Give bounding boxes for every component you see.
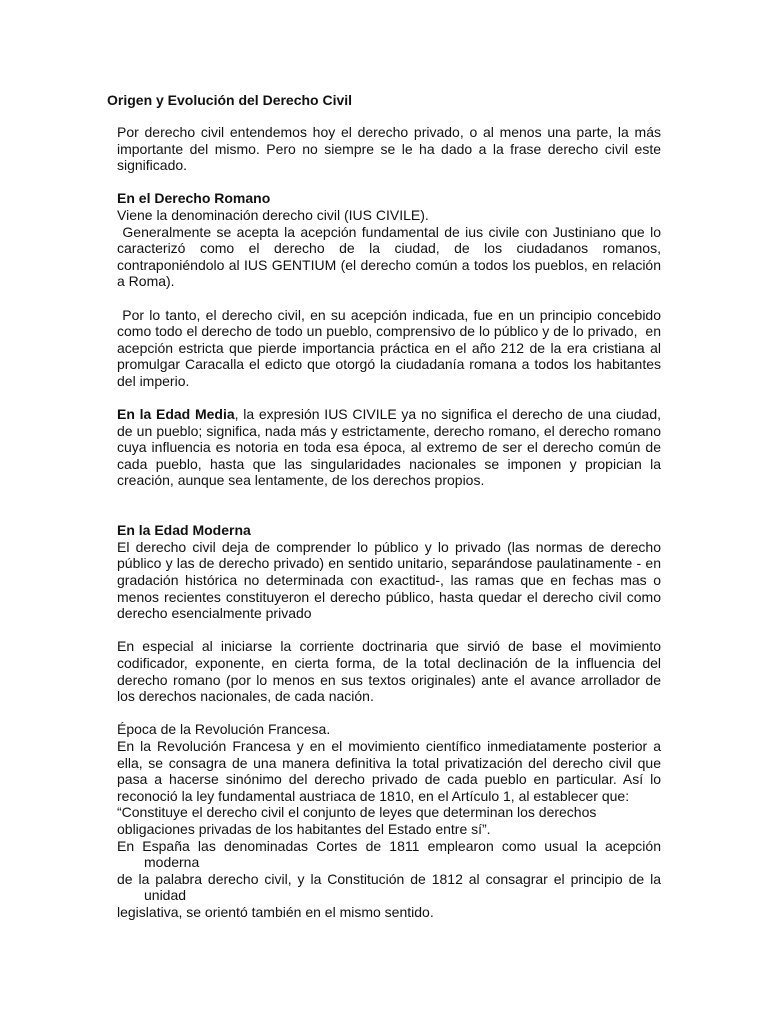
edad-media-paragraph <box>117 406 661 489</box>
espana-line-1: En España las denominadas Cortes de 1811 emplearon como usual la acepción moderna <box>117 837 661 871</box>
quote-line-1: “Constituye el derecho civil el conjunto de leyes que determinan los derechos <box>117 804 597 821</box>
moderna-paragraph-1: El derecho civil deja de comprender lo público y lo privado (las normas de derecho público y las de derecho privado) en sentido unitario, separándose paulatinamente - en gradación histórica no determinada con exactitud-, las ramas que en fechas mas o menos recientes constituyeron el derecho público, hasta quedar el derecho civil como derecho esencialmente privado <box>117 538 661 622</box>
romano-paragraph-2: Por lo tanto, el derecho civil, en su acepción indicada, fue en un principio concebido como todo el derecho de todo un pueblo, comprensivo de lo público y de lo privado, en acepción estricta que pierde importancia práctica en el año 212 de la era cristiana al promulgar Caracalla el edicto que otorgó la ciudadanía romana a todos los habitantes del imperio. <box>117 306 665 389</box>
edad-media-text: , la expresión IUS CIVILE ya no significa el derecho de una ciudad, de un pueblo; significa, nada más y estrictamente, derecho romano, el derecho romano cuya influencia es notoria en toda esa época, al extremo de ser el derecho común de cada pueblo, hasta que las singularidades nacionales se imponen y propician la creación, aunque sea lentamente, de los derechos propios. <box>117 406 661 489</box>
espana-line-3: legislativa, se orientó también en el mismo sentido. <box>117 903 434 920</box>
romano-line-1: Viene la denominación derecho civil (IUS CIVILE). <box>117 206 429 223</box>
intro-paragraph: Por derecho civil entendemos hoy el derecho privado, o al menos una parte, la más importante del mismo. Pero no siempre se le ha dado a la frase derecho civil este significado. <box>117 124 661 174</box>
document-body <box>117 124 665 921</box>
document-title: Origen y Evolución del Derecho Civil <box>107 92 353 108</box>
moderna-paragraph-2: En especial al iniciarse la corriente doctrinaria que sirvió de base el movimiento codificador, exponente, en cierta forma, de la total declinación de la influencia del derecho romano (por lo menos en sus textos originales) ante el avance arrollador de los derechos nacionales, de cada nación. <box>117 638 661 705</box>
heading-derecho-romano: En el Derecho Romano <box>117 190 271 207</box>
quote-line-2: obligaciones privadas de los habitantes del Estado entre sí”. <box>117 820 491 837</box>
heading-edad-moderna: En la Edad Moderna <box>117 522 251 539</box>
espana-line-2: de la palabra derecho civil, y la Constitución de 1812 al consagrar el principio de la unidad <box>117 870 661 904</box>
revolucion-paragraph-1: En la Revolución Francesa y en el movimiento científico inmediatamente posterior a ella, se consagra de una manera definitiva la total privatización del derecho civil que pasa a hacerse sinónimo del derecho privado de cada pueblo en particular. Así lo reconoció la ley fundamental austriaca de 1810, en el Artículo 1, al establecer que: <box>117 737 661 804</box>
heading-edad-media: En la Edad Media <box>117 406 235 423</box>
romano-paragraph-1: Generalmente se acepta la acepción fundamental de ius civile con Justiniano que lo caracterizó como el derecho de la ciudad, de los ciudadanos romanos, contraponiéndolo al IUS GENTIUM (el derecho común a todos los pueblos, en relación a Roma). <box>117 223 665 290</box>
heading-revolucion-francesa: Época de la Revolución Francesa. <box>117 721 331 738</box>
